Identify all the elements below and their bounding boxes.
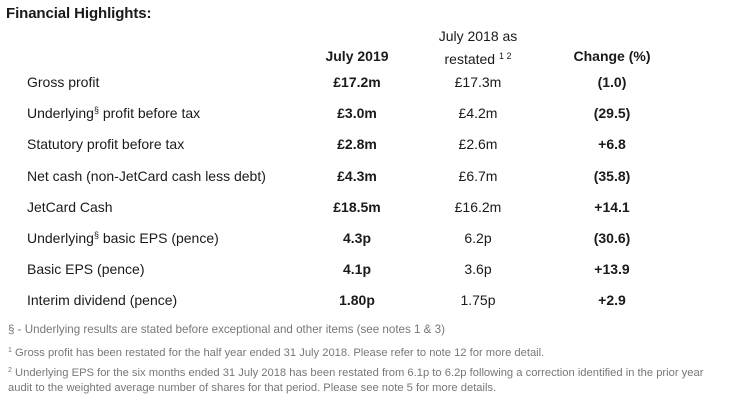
value-july-2018: £2.6m xyxy=(458,136,498,153)
table-row xyxy=(0,254,749,285)
table-row xyxy=(0,223,749,254)
value-july-2018: £16.2m xyxy=(454,198,502,215)
column-header-restated: restated xyxy=(444,51,496,67)
value-july-2019: £17.2m xyxy=(333,74,381,90)
row-label-text: Statutory profit before tax xyxy=(27,136,185,153)
highlights-table xyxy=(0,67,749,317)
column-header-line1: July 2018 as xyxy=(438,28,518,44)
footnote-1-marker: 1 xyxy=(8,347,12,354)
table-row xyxy=(0,192,749,223)
value-change: +2.9 xyxy=(598,292,626,309)
row-label-rest: basic EPS (pence) xyxy=(98,229,219,246)
row-label-text: Basic EPS (pence) xyxy=(27,261,145,278)
row-label-rest: profit before tax xyxy=(98,105,201,122)
value-july-2019: 1.80p xyxy=(339,292,375,309)
row-label-text: Net cash (non-JetCard cash less debt) xyxy=(27,167,266,184)
value-july-2019: £18.5m xyxy=(333,198,381,215)
value-july-2018: 1.75p xyxy=(460,292,496,309)
footnote-1-text: Gross profit has been restated for the half year ended 31 July 2018. Please refer to note 12 for more detail. xyxy=(11,347,545,359)
value-change: (29.5) xyxy=(593,105,631,122)
row-label xyxy=(27,192,113,223)
row-label xyxy=(27,161,266,192)
value-july-2019: 4.3p xyxy=(342,229,371,246)
row-label-marker: § xyxy=(93,105,99,116)
value-july-2019: £4.3m xyxy=(337,167,377,184)
value-change: (35.8) xyxy=(593,167,631,184)
table-row xyxy=(0,161,749,192)
value-july-2018: £17.3m xyxy=(454,74,502,90)
footnote-2-line1 xyxy=(8,366,743,381)
value-change: (1.0) xyxy=(597,74,627,90)
row-label xyxy=(27,67,99,98)
column-header-july-2019: July 2019 xyxy=(325,48,389,64)
section-title: Financial Highlights: xyxy=(6,5,152,22)
row-label xyxy=(27,129,184,160)
row-label xyxy=(27,285,177,316)
row-label-text: Underlying xyxy=(27,105,94,122)
row-label-marker: § xyxy=(93,229,99,240)
column-header-july-2018-restated xyxy=(412,26,544,69)
footnote-2-text-line2: audit to the weighted average number of shares for that period. Please see note 5 for more details. xyxy=(8,382,497,394)
table-row xyxy=(0,129,749,160)
value-july-2018: £6.7m xyxy=(458,167,498,184)
footnote-2 xyxy=(8,366,743,396)
footnote-marker: 1 2 xyxy=(498,51,512,61)
table-row xyxy=(0,67,749,98)
footnote-1 xyxy=(8,346,743,361)
footnote-underlying: § - Underlying results are stated before exceptional and other items (see notes 1 & 3) xyxy=(8,323,445,336)
value-july-2018: 6.2p xyxy=(464,229,492,246)
column-header-change: Change (%) xyxy=(573,48,651,64)
row-label xyxy=(27,98,200,129)
footnote-2-marker: 2 xyxy=(8,367,12,374)
value-july-2019: £2.8m xyxy=(337,136,377,153)
table-row xyxy=(0,285,749,316)
footnotes xyxy=(8,322,743,396)
row-label-text: Underlying xyxy=(27,229,94,246)
row-label-text: Gross profit xyxy=(27,74,100,90)
value-change: +6.8 xyxy=(598,136,626,153)
value-july-2019: 4.1p xyxy=(342,261,371,278)
row-label-text: JetCard Cash xyxy=(27,198,113,215)
row-label-text: Interim dividend (pence) xyxy=(27,292,178,309)
value-july-2019: £3.0m xyxy=(337,105,377,122)
value-change: +14.1 xyxy=(594,198,630,215)
value-change: (30.6) xyxy=(593,229,631,246)
table-row xyxy=(0,98,749,129)
column-header-line2 xyxy=(412,46,544,69)
row-label xyxy=(27,223,219,254)
value-july-2018: 3.6p xyxy=(464,261,492,278)
value-change: +13.9 xyxy=(594,261,630,278)
footnote-2-text-line1: Underlying EPS for the six months ended 31 July 2018 has been restated from 6.1p to 6.2p following a correction identified in the prior year xyxy=(11,367,704,379)
value-july-2018: £4.2m xyxy=(458,105,498,122)
row-label xyxy=(27,254,145,285)
